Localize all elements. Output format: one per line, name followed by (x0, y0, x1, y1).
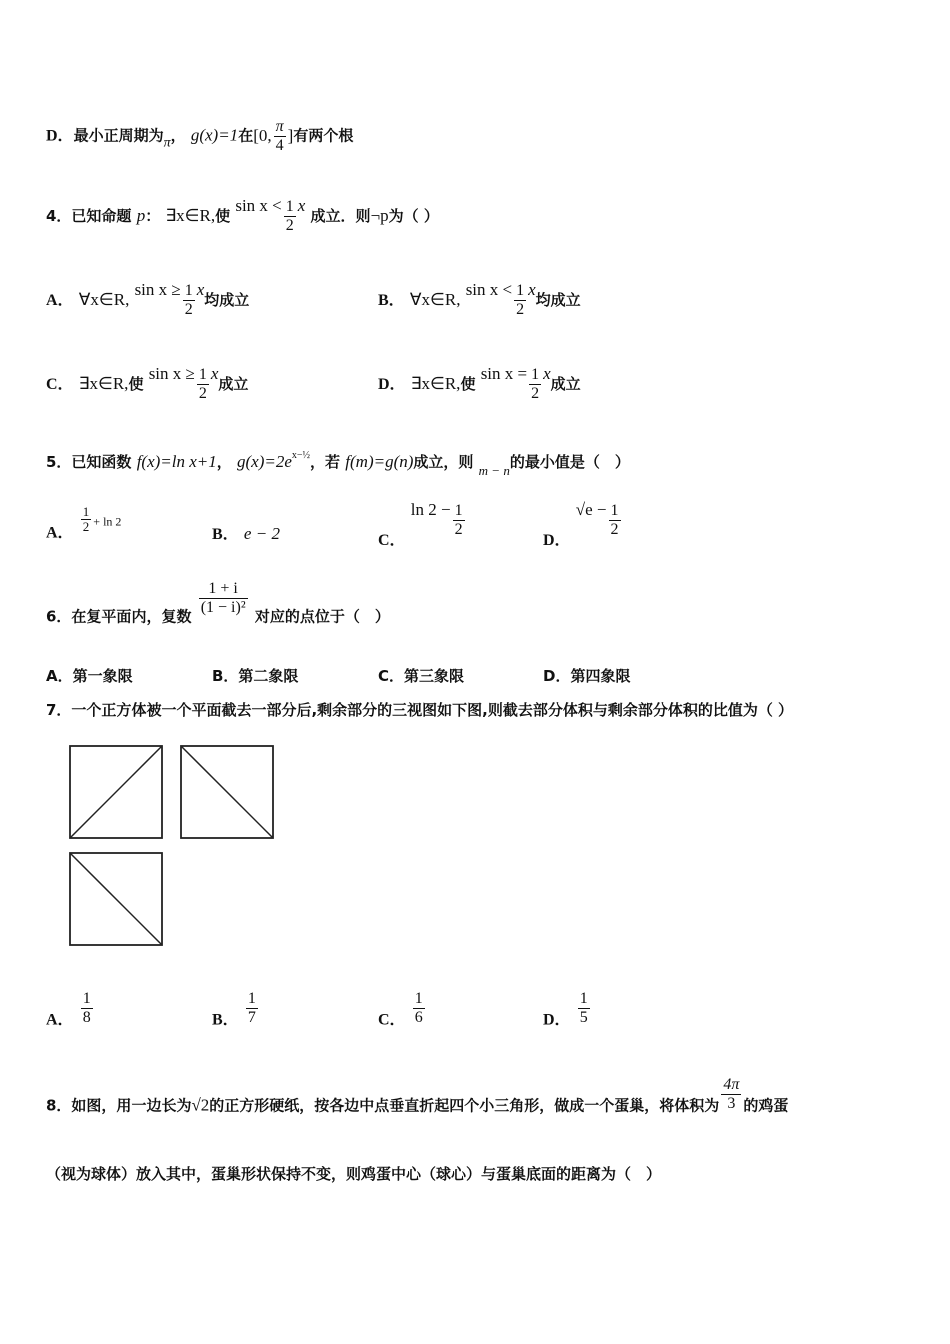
stem-mid: 成立，则 (413, 453, 474, 471)
volume-fraction (721, 1076, 741, 1112)
relation: sin x < (465, 280, 513, 299)
frac-num: 1 (198, 366, 207, 384)
front-view (70, 746, 162, 838)
option-label: D． (46, 127, 74, 145)
q5-option-a[interactable] (46, 505, 121, 542)
stem-prefix: 5．已知函数 (46, 453, 132, 471)
post-term: + ln 2 (93, 514, 122, 529)
option-fraction (81, 990, 93, 1026)
frac-den: (1 − i)² (200, 598, 246, 616)
half-fraction (197, 366, 209, 402)
frac-den: 4 (274, 136, 286, 155)
stem-end: 的最小值是（ ） (509, 453, 630, 471)
q7-option-c[interactable] (378, 990, 427, 1030)
q5-option-b[interactable] (212, 521, 280, 544)
pre-term: ln 2 − (410, 500, 451, 519)
frac-den: 3 (721, 1094, 741, 1113)
q6-option-c[interactable]: C．第三象限 (378, 667, 465, 685)
option-label: C． (378, 1011, 406, 1029)
q8-stem-line2: （视为球体）放入其中，蛋巢形状保持不变，则鸡蛋中心（球心）与蛋巢底面的距离为（ ） (46, 1165, 662, 1183)
shi-text: 使 (460, 375, 476, 393)
frac-num: 1 (285, 198, 294, 216)
q5-option-d[interactable] (543, 500, 623, 550)
frac-den: 5 (579, 1008, 588, 1026)
tail: 均成立 (204, 291, 250, 309)
frac-num: 1 (516, 282, 525, 300)
option-label: A． (46, 524, 74, 542)
stem-prefix: 8．如图，用一边长为 (46, 1096, 192, 1115)
half-fraction (514, 282, 526, 318)
frac-num: 1 (82, 504, 90, 519)
frac-den: 7 (247, 1008, 256, 1026)
frac-den: 2 (285, 217, 294, 234)
frac-den: 2 (454, 521, 463, 538)
stem-prefix: 4．已知命题 (46, 207, 132, 225)
q5-stem (46, 450, 630, 479)
q4-option-c[interactable] (46, 364, 248, 403)
option-fraction (578, 990, 590, 1026)
option-label: C． (46, 376, 74, 393)
option-text: 最小正周期为 (73, 126, 164, 145)
half-fraction (183, 282, 195, 318)
q7-option-d[interactable] (543, 990, 592, 1030)
ruo-text: ，若 (310, 453, 341, 471)
q4-stem (46, 196, 439, 235)
stem-end: 对应的点位于（ ） (254, 607, 390, 626)
f-definition: f(x)=ln x+1 (136, 452, 217, 471)
shi-text: 使 (215, 207, 231, 225)
frac-den: 6 (414, 1008, 423, 1026)
frac-den: 2 (198, 385, 207, 402)
frac-num: 1 + i (208, 580, 238, 597)
tail: 成立 (218, 375, 249, 393)
q3-option-d (46, 118, 353, 154)
frac-num: 1 (184, 282, 193, 300)
quantifier: ∃x∈R, (410, 374, 461, 393)
frac-num: 1 (579, 990, 588, 1007)
half-fraction (284, 198, 296, 234)
interval-fraction (274, 118, 286, 154)
top-view (70, 853, 162, 945)
frac-num: 1 (247, 990, 256, 1007)
relation: sin x ≥ (148, 364, 195, 383)
shi-text: 使 (128, 375, 144, 393)
half-fraction (529, 366, 541, 402)
frac-num: 1 (531, 366, 540, 384)
q6-option-d[interactable]: D．第四象限 (543, 667, 631, 685)
g-definition: g(x)=2e (237, 452, 292, 471)
option-label: D． (543, 1011, 571, 1029)
tail: 均成立 (535, 291, 581, 309)
quantifier: ∀x∈R, (78, 290, 130, 309)
x-var: x (297, 196, 306, 215)
q7-option-b[interactable] (212, 990, 260, 1030)
frac-den: 2 (516, 301, 525, 318)
condition: f(m)=g(n) (345, 452, 414, 471)
frac-den: 2 (610, 521, 619, 538)
option-label: D． (543, 532, 571, 549)
stem-end: 的鸡蛋 (743, 1096, 789, 1115)
pre-term: e − 2 (243, 524, 280, 543)
pi-symbol: π (163, 135, 171, 151)
q4-option-d[interactable] (378, 364, 581, 403)
interval-left: [0, (253, 126, 272, 146)
relation: sin x ≥ (134, 280, 181, 299)
q5-option-c[interactable] (378, 500, 467, 550)
q7-stem: 7．一个正方体被一个平面截去一部分后,剩余部分的三视图如下图,则截去部分体积与剩余部分体积的比值为（ ） (46, 701, 794, 719)
comma: ， (170, 126, 186, 145)
frac-num: 1 (82, 990, 91, 1007)
option-label: B． (212, 1011, 239, 1029)
x-var: x (543, 364, 551, 383)
frac-num: 1 (610, 502, 619, 520)
stem-suffix: 成立．则 (310, 207, 371, 225)
m-minus-n: m − n (478, 463, 510, 478)
frac-den: 2 (531, 385, 540, 402)
exists-clause: ∃x∈R, (165, 206, 216, 225)
half-fraction (609, 502, 621, 538)
zai-text: 在 (238, 126, 254, 145)
option-label: A． (46, 292, 74, 309)
half-fraction (81, 505, 92, 535)
frac-num: 1 (454, 502, 463, 520)
option-label: B． (378, 292, 405, 309)
g-equation: g(x)=1 (190, 125, 239, 145)
neg-p: ¬p (370, 206, 389, 225)
p-symbol: p (136, 206, 146, 225)
q6-option-a[interactable]: A．第一象限 (46, 667, 133, 685)
pre-term: √e − (575, 500, 607, 519)
relation: sin x = (480, 364, 528, 383)
stem-prefix: 6．在复平面内，复数 (46, 607, 192, 626)
option-label: C． (378, 532, 406, 549)
x-var: x (196, 280, 205, 299)
q4-option-a[interactable] (46, 280, 249, 319)
frac-den: 8 (82, 1008, 91, 1026)
stem-mid: 的正方形硬纸，按各边中点垂直折起四个小三角形，做成一个蛋巢，将体积为 (209, 1096, 720, 1115)
tail: 成立 (550, 375, 581, 393)
half-fraction (453, 502, 465, 538)
colon: ： (145, 207, 161, 225)
option-label: D． (378, 376, 406, 393)
option-label: B． (212, 526, 239, 543)
side-view (181, 746, 273, 838)
q4-option-b[interactable] (378, 280, 581, 319)
quantifier: ∀x∈R, (409, 290, 461, 309)
three-view-figure (66, 742, 278, 948)
q7-option-a[interactable] (46, 990, 95, 1030)
frac-den: 2 (184, 301, 193, 318)
frac-den: 2 (82, 519, 90, 535)
option-fraction (413, 990, 425, 1026)
option-label: A． (46, 1011, 74, 1029)
comma: ， (216, 453, 232, 471)
sin-relation: sin x < (235, 196, 282, 215)
q6-stem (46, 580, 390, 627)
stem-end: 为（ ） (388, 207, 439, 225)
quantifier: ∃x∈R, (78, 374, 129, 393)
option-fraction (246, 990, 258, 1026)
frac-num: 4π (723, 1076, 740, 1093)
x-var: x (528, 280, 536, 299)
exponent: x−½ (291, 450, 311, 461)
x-var: x (210, 364, 219, 383)
complex-fraction (199, 580, 248, 616)
frac-num: 1 (414, 990, 423, 1007)
q6-option-b[interactable]: B．第二象限 (212, 667, 299, 685)
interval-right: ] (287, 126, 294, 146)
q8-stem (46, 1076, 788, 1116)
frac-num: π (275, 118, 284, 135)
option-text-tail: 有两个根 (293, 126, 354, 145)
sqrt-two: √2 (191, 1095, 210, 1115)
